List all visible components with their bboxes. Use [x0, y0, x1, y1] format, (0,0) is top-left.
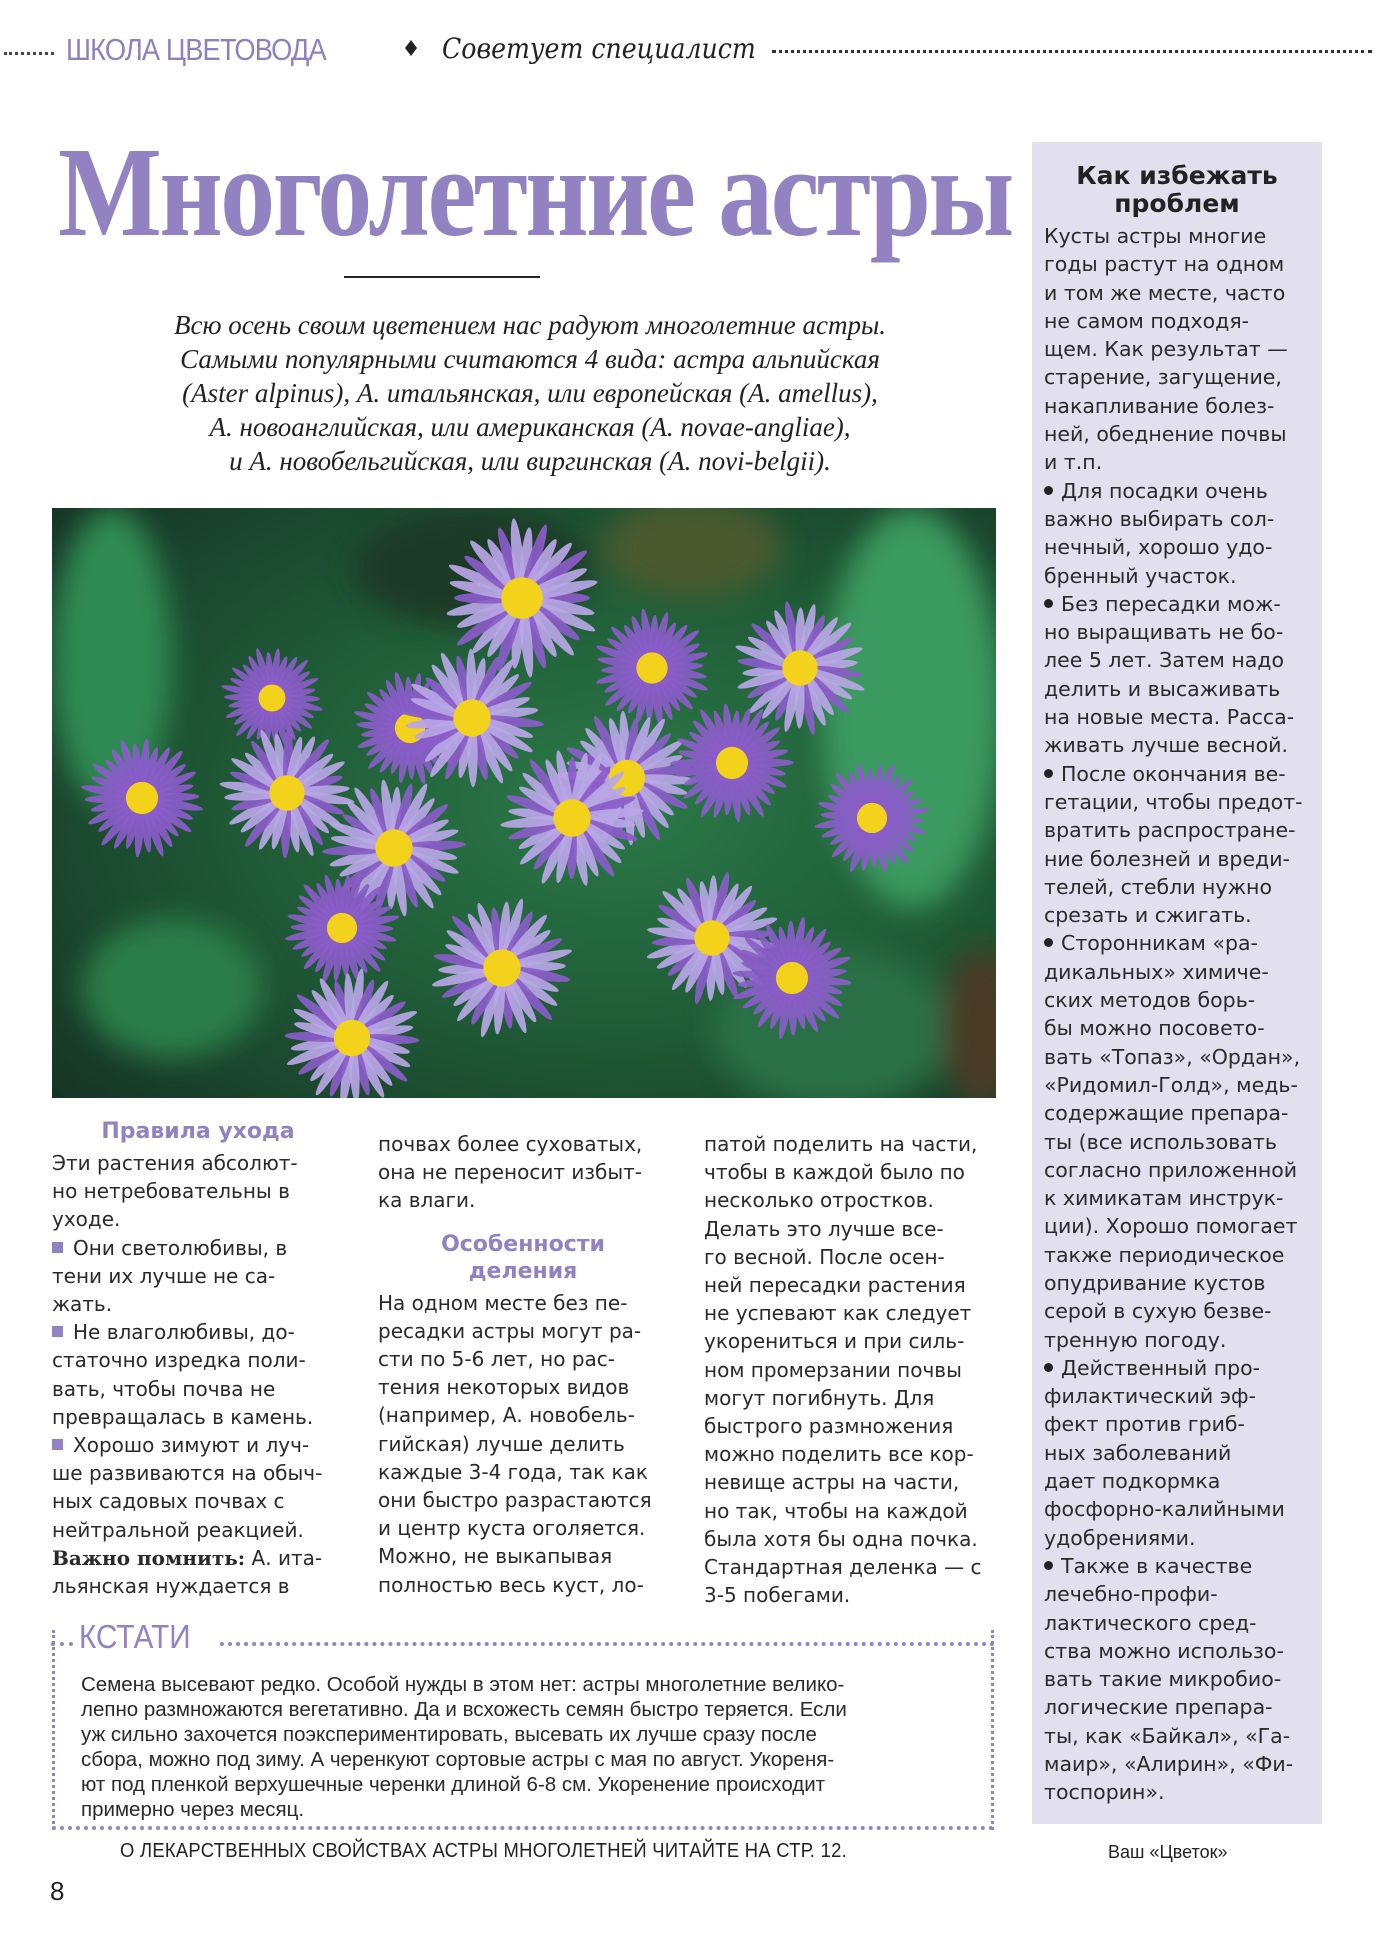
line-text: Без пересадки мож- — [1061, 591, 1281, 616]
text-line — [1044, 929, 1310, 957]
line-text: гийская) лучше делить — [378, 1431, 625, 1456]
text-line — [1044, 986, 1310, 1014]
division-heading-line: деления — [468, 1258, 578, 1284]
text-line — [1044, 731, 1310, 759]
text-line — [1044, 1637, 1310, 1665]
line-text: ней, обеднение почвы — [1044, 422, 1287, 447]
line-text: удобрениями. — [1044, 1525, 1196, 1550]
line-text: но так, чтобы на каждой — [704, 1498, 968, 1523]
text-line — [1044, 420, 1310, 448]
lead-line: и А. новобельгийская, или виргинская (A. novi-belgii). — [229, 446, 831, 476]
line-text: Делать это лучше все- — [704, 1216, 944, 1241]
text-line — [704, 1440, 996, 1468]
text-line — [378, 1486, 668, 1514]
line-text: щем. Как результат — — [1044, 337, 1288, 362]
text-line — [1044, 646, 1310, 674]
sidebar-avoid-problems — [1032, 142, 1322, 1824]
care-heading: Правила ухода — [101, 1119, 295, 1144]
line-text: быстрого размножения — [704, 1414, 954, 1439]
text-line — [704, 1299, 996, 1327]
text-line — [704, 1158, 996, 1186]
line-text: содержащие препара- — [1044, 1101, 1289, 1126]
round-bullet-icon — [1044, 938, 1053, 947]
text-line — [52, 1177, 344, 1205]
text-line — [52, 1487, 344, 1515]
square-bullet-icon — [52, 1439, 63, 1450]
text-line — [81, 1672, 981, 1697]
text-line — [1044, 590, 1310, 618]
line-text: вратить распростране- — [1044, 818, 1296, 843]
line-text: тения некоторых видов — [378, 1375, 630, 1400]
text-line — [378, 1373, 668, 1401]
text-line — [704, 1525, 996, 1553]
lead-line: (Aster alpinus), А. итальянская, или европейская (A. amellus), — [182, 378, 878, 408]
text-line — [704, 1356, 996, 1384]
text-line — [1044, 562, 1310, 590]
line-text: согласно приложенной — [1044, 1157, 1298, 1182]
text-line — [1044, 448, 1310, 476]
text-line — [81, 1797, 981, 1822]
text-line — [1044, 703, 1310, 731]
line-text: не самом подходя- — [1044, 308, 1250, 333]
line-text: не успевают как следует — [704, 1301, 972, 1326]
text-line — [1044, 1382, 1310, 1410]
text-line — [1044, 505, 1310, 533]
text-line — [1044, 845, 1310, 873]
text-line — [1044, 250, 1310, 278]
text-line — [1044, 1297, 1310, 1325]
line-text: каждые 3-4 года, так как — [378, 1459, 648, 1484]
line-text: На одном месте без пе- — [378, 1290, 628, 1315]
line-text: дикальных» химиче- — [1044, 959, 1269, 984]
text-line — [1044, 1269, 1310, 1297]
text-line — [1044, 618, 1310, 646]
line-text: телей, стебли нужно — [1044, 874, 1272, 899]
text-line — [1044, 1128, 1310, 1156]
flower-center — [375, 829, 412, 866]
text-line — [52, 1346, 344, 1374]
text-line — [1044, 675, 1310, 703]
text-line — [378, 1345, 668, 1373]
line-text: статочно изредка поли- — [52, 1348, 306, 1373]
line-text: Кусты астры многие — [1044, 224, 1267, 248]
line-text: важно выбирать сол- — [1044, 506, 1275, 531]
text-line — [1044, 1693, 1310, 1721]
line-text: Они светолюбивы, в — [73, 1235, 288, 1260]
by-the-way-text — [81, 1672, 981, 1822]
line-text: Стандартная деленка — с — [704, 1555, 982, 1580]
important-text: А. ита- — [245, 1545, 323, 1570]
line-text: и т.п. — [1044, 450, 1103, 475]
line-text: тоспорин». — [1044, 1780, 1165, 1805]
text-line — [52, 1431, 344, 1459]
flower-center — [453, 699, 490, 736]
by-the-way-title: КСТАТИ — [79, 1618, 198, 1656]
line-text: ных садовых почвах с — [52, 1489, 285, 1514]
flower-center — [501, 577, 543, 619]
text-line — [378, 1289, 668, 1317]
text-line — [52, 1403, 344, 1431]
round-bullet-icon — [1044, 599, 1053, 608]
text-line — [704, 1215, 996, 1243]
cross-reference-note: О ЛЕКАРСТВЕННЫХ СВОЙСТВАХ АСТРЫ МНОГОЛЕТНЕЙ ЧИТАЙТЕ НА СТР. 12. — [120, 1840, 847, 1862]
line-text: но выращивать не бо- — [1044, 620, 1284, 645]
line-text: дает подкормка — [1044, 1469, 1221, 1494]
text-line — [378, 1571, 668, 1599]
line-text: они быстро разрастаются — [378, 1488, 652, 1513]
line-text: нечный, хорошо удо- — [1044, 535, 1273, 560]
line-text: также периодическое — [1044, 1242, 1285, 1267]
line-text: ней пересадки растения — [704, 1273, 966, 1298]
text-line — [1044, 1354, 1310, 1382]
line-text: ше развиваются на обыч- — [52, 1461, 323, 1486]
text-line — [52, 1375, 344, 1403]
line-text: лепно размножаются вегетативно. Да и всхожесть семян быстро теряется. Если — [81, 1698, 847, 1721]
line-text: Сторонникам «ра- — [1061, 931, 1258, 956]
text-line — [378, 1430, 668, 1458]
flower-center — [782, 650, 817, 685]
text-line — [81, 1747, 981, 1772]
line-text: ских методов борь- — [1044, 988, 1256, 1013]
text-line — [704, 1412, 996, 1440]
text-line — [1044, 1750, 1310, 1778]
line-text: к химикатам инструк- — [1044, 1186, 1284, 1211]
line-text: бы можно посовето- — [1044, 1016, 1265, 1041]
line-text: нейтральной реакцией. — [52, 1517, 304, 1542]
text-line — [704, 1271, 996, 1299]
text-line — [704, 1553, 996, 1581]
line-text: жать. — [52, 1292, 113, 1317]
text-line — [378, 1542, 668, 1570]
text-line — [1044, 873, 1310, 901]
line-text: серой в сухую безве- — [1044, 1299, 1272, 1324]
text-line — [52, 1149, 344, 1177]
text-line — [1044, 788, 1310, 816]
line-text: уж сильно захочется поэкспериментировать, высевать их лучше сразу после — [81, 1723, 817, 1746]
lead-line: Самыми популярными считаются 4 вида: астра альпийская — [180, 344, 880, 374]
line-text: ции). Хорошо помогает — [1044, 1214, 1298, 1239]
line-text: «Ридомил-Голд», медь- — [1044, 1072, 1298, 1097]
flower-center — [483, 949, 520, 986]
text-line — [1044, 1410, 1310, 1438]
round-bullet-icon — [1044, 769, 1053, 778]
text-line — [52, 1318, 344, 1346]
sidebar-text — [1044, 222, 1310, 1807]
line-text: бренный участок. — [1044, 563, 1237, 588]
text-line — [1044, 1212, 1310, 1240]
division-heading — [378, 1231, 668, 1285]
aster-flowers-illustration — [52, 508, 996, 1098]
line-text: вать, чтобы почва не — [52, 1376, 276, 1401]
line-text: ние болезней и вреди- — [1044, 846, 1290, 871]
text-line — [52, 1262, 344, 1290]
text-line — [1044, 1439, 1310, 1467]
text-line: она не переносит избыт- — [378, 1160, 642, 1185]
text-line — [704, 1243, 996, 1271]
page-number: 8 — [50, 1876, 65, 1906]
subsection-name: Советует специалист — [442, 32, 756, 65]
important-note-line: льянская нуждается в — [52, 1574, 290, 1599]
header-dotted-rule-right — [772, 50, 1372, 53]
round-bullet-icon — [1044, 1561, 1053, 1570]
line-text: ных заболеваний — [1044, 1440, 1232, 1465]
text-line — [1044, 335, 1310, 363]
section-name: ШКОЛА ЦВЕТОВОДА — [66, 32, 326, 67]
round-bullet-icon — [1044, 486, 1053, 495]
line-text: фект против гриб- — [1044, 1412, 1245, 1437]
sidebar-title — [1044, 162, 1310, 218]
text-line — [1044, 1722, 1310, 1750]
round-bullet-icon — [1044, 1363, 1053, 1372]
flower-center — [327, 913, 357, 943]
sidebar-title-line: проблем — [1114, 189, 1240, 218]
line-text: тренную погоду. — [1044, 1327, 1227, 1352]
text-line — [1044, 1524, 1310, 1552]
line-text: вать такие микробио- — [1044, 1667, 1282, 1692]
text-line — [1044, 1552, 1310, 1580]
line-text: Хорошо зимуют и луч- — [73, 1433, 310, 1458]
line-text: была хотя бы одна почка. — [704, 1526, 978, 1551]
line-text: укорениться и при силь- — [704, 1329, 965, 1354]
line-text: Для посадки очень — [1061, 478, 1268, 503]
lead-line: Всю осень своим цветением нас радуют многолетние астры. — [173, 310, 887, 340]
line-text: старение, загущение, — [1044, 365, 1282, 390]
lead-line: А. новоанглийская, или американская (A. novae-angliae), — [209, 412, 851, 442]
header-dotted-rule-left — [4, 52, 54, 55]
line-text: можно поделить все кор- — [704, 1442, 974, 1467]
care-text — [52, 1149, 344, 1544]
division-text-continued — [704, 1130, 996, 1609]
text-line — [1044, 222, 1310, 250]
box-dotted-border — [220, 1642, 995, 1646]
line-text: 3-5 побегами. — [704, 1583, 851, 1608]
text-line — [704, 1327, 996, 1355]
text-line — [1044, 1241, 1310, 1269]
by-the-way-box — [52, 1618, 994, 1830]
line-text: После окончания ве- — [1061, 761, 1286, 786]
flower-center — [126, 782, 158, 814]
text-line — [1044, 1043, 1310, 1071]
line-text: ства можно использо- — [1044, 1638, 1284, 1663]
box-dotted-border — [51, 1642, 73, 1646]
division-heading-line: Особенности — [441, 1231, 605, 1257]
text-line — [52, 1290, 344, 1318]
article-title: Многолетние астры — [58, 121, 1012, 263]
text-line — [52, 1459, 344, 1487]
line-text: ты, как «Байкал», «Га- — [1044, 1723, 1291, 1748]
line-text: Эти растения абсолют- — [52, 1151, 298, 1175]
line-text: ресадки астры могут ра- — [378, 1318, 642, 1343]
text-line — [704, 1497, 996, 1525]
flower-center — [776, 962, 808, 994]
text-line — [1044, 392, 1310, 420]
text-line — [704, 1384, 996, 1412]
text-line — [1044, 1778, 1310, 1806]
line-text: го весной. После осен- — [704, 1244, 945, 1269]
text-line — [378, 1458, 668, 1486]
text-line: ка влаги. — [378, 1188, 476, 1213]
line-text: лее 5 лет. Затем надо — [1044, 648, 1285, 673]
text-line — [1044, 760, 1310, 788]
line-text: годы растут на одном — [1044, 252, 1285, 277]
text-line — [52, 1234, 344, 1262]
text-line — [1044, 533, 1310, 561]
line-text: срезать и сжигать. — [1044, 903, 1252, 928]
page-header — [0, 30, 1375, 70]
line-text: маир», «Алирин», «Фи- — [1044, 1752, 1294, 1777]
article-lead — [90, 308, 970, 478]
line-text: лечебно-профи- — [1044, 1582, 1218, 1607]
text-line — [1044, 307, 1310, 335]
text-line — [81, 1722, 981, 1747]
line-text: опудривание кустов — [1044, 1270, 1266, 1295]
important-label: Важно помнить: — [52, 1545, 246, 1570]
text-line — [81, 1772, 981, 1797]
text-line — [1044, 816, 1310, 844]
text-line — [378, 1317, 668, 1345]
text-line — [1044, 1071, 1310, 1099]
line-text: вать «Топаз», «Ордан», — [1044, 1044, 1301, 1069]
line-text: полностью весь куст, ло- — [378, 1572, 644, 1597]
square-bullet-icon — [52, 1326, 63, 1337]
line-text: чтобы в каждой было по — [704, 1160, 965, 1185]
text-line — [1044, 901, 1310, 929]
line-text: лактического сред- — [1044, 1610, 1257, 1635]
text-line — [378, 1514, 668, 1542]
text-line — [1044, 477, 1310, 505]
text-line — [52, 1516, 344, 1544]
text-line — [1044, 279, 1310, 307]
text-line — [1044, 1467, 1310, 1495]
text-line: почвах более суховатых, — [378, 1132, 643, 1156]
line-text: Семена высевают редко. Особой нужды в этом нет: астры многолетние велико- — [81, 1673, 845, 1696]
text-line — [1044, 1495, 1310, 1523]
line-text: филактический эф- — [1044, 1384, 1256, 1409]
magazine-name: Ваш «Цветок» — [1108, 1842, 1228, 1862]
text-line — [1044, 363, 1310, 391]
line-text: на новые места. Расса- — [1044, 705, 1295, 730]
line-text: но нетребовательны в — [52, 1179, 290, 1204]
text-line — [1044, 1580, 1310, 1608]
line-text: превращалась в камень. — [52, 1404, 314, 1429]
text-line — [1044, 1665, 1310, 1693]
line-text: патой поделить на части, — [704, 1132, 978, 1156]
column-division-cont — [704, 1130, 996, 1609]
line-text: уходе. — [52, 1207, 121, 1232]
division-text — [378, 1289, 668, 1599]
flower-center — [259, 685, 286, 712]
line-text: несколько отростков. — [704, 1188, 934, 1213]
flower-center — [694, 920, 729, 955]
line-text: Не влаголюбивы, до- — [73, 1320, 295, 1345]
flower-center — [553, 799, 590, 836]
diamond-separator-icon — [405, 40, 417, 56]
flower-center — [334, 1020, 370, 1056]
line-text: невище астры на части, — [704, 1470, 960, 1495]
line-text: ном промерзании почвы — [704, 1357, 962, 1382]
text-line — [1044, 1014, 1310, 1042]
line-text: сбора, можно под зиму. А черенкуют сортовые астры с мая по август. Укореня- — [81, 1748, 835, 1771]
text-line — [1044, 1156, 1310, 1184]
line-text: тени их лучше не са- — [52, 1263, 276, 1288]
title-divider — [344, 276, 540, 278]
text-line — [1044, 1609, 1310, 1637]
line-text: сти по 5-6 лет, но рас- — [378, 1347, 615, 1372]
text-line — [704, 1581, 996, 1609]
text-line — [1044, 1099, 1310, 1127]
text-line — [704, 1130, 996, 1158]
line-text: накапливание болез- — [1044, 393, 1275, 418]
line-text: и том же месте, часто — [1044, 280, 1286, 305]
flower-center — [857, 803, 887, 833]
line-text: гетации, чтобы предот- — [1044, 789, 1303, 814]
column-care-rules — [52, 1118, 344, 1600]
column-division — [378, 1130, 668, 1599]
flower-center — [269, 775, 304, 810]
line-text: Действенный про- — [1061, 1355, 1261, 1380]
text-line — [81, 1697, 981, 1722]
text-line — [52, 1205, 344, 1233]
line-text: (например, А. новобель- — [378, 1403, 635, 1428]
square-bullet-icon — [52, 1242, 63, 1253]
line-text: живать лучше весной. — [1044, 733, 1288, 758]
text-line — [378, 1401, 668, 1429]
line-text: ты (все использовать — [1044, 1129, 1277, 1154]
text-line — [704, 1468, 996, 1496]
line-text: Можно, не выкапывая — [378, 1544, 613, 1569]
text-line — [704, 1186, 996, 1214]
line-text: могут погибнуть. Для — [704, 1385, 935, 1410]
line-text: логические препара- — [1044, 1695, 1273, 1720]
line-text: примерно через месяц. — [81, 1798, 305, 1821]
text-line — [1044, 958, 1310, 986]
aster-flowers-photo — [52, 508, 996, 1098]
line-text: ют под пленкой верхушечные черенки длиной 6-8 см. Укоренение происходит — [81, 1773, 826, 1796]
sidebar-title-line: Как избежать — [1076, 161, 1278, 190]
line-text: и центр куста оголяется. — [378, 1516, 646, 1541]
line-text: фосфорно-калийными — [1044, 1497, 1285, 1522]
flower-center — [716, 747, 748, 779]
important-note-line — [52, 1544, 344, 1572]
line-text: делить и высаживать — [1044, 676, 1281, 701]
text-line — [1044, 1326, 1310, 1354]
text-line — [1044, 1184, 1310, 1212]
line-text: Также в качестве — [1061, 1553, 1253, 1578]
flower-center — [636, 652, 667, 683]
